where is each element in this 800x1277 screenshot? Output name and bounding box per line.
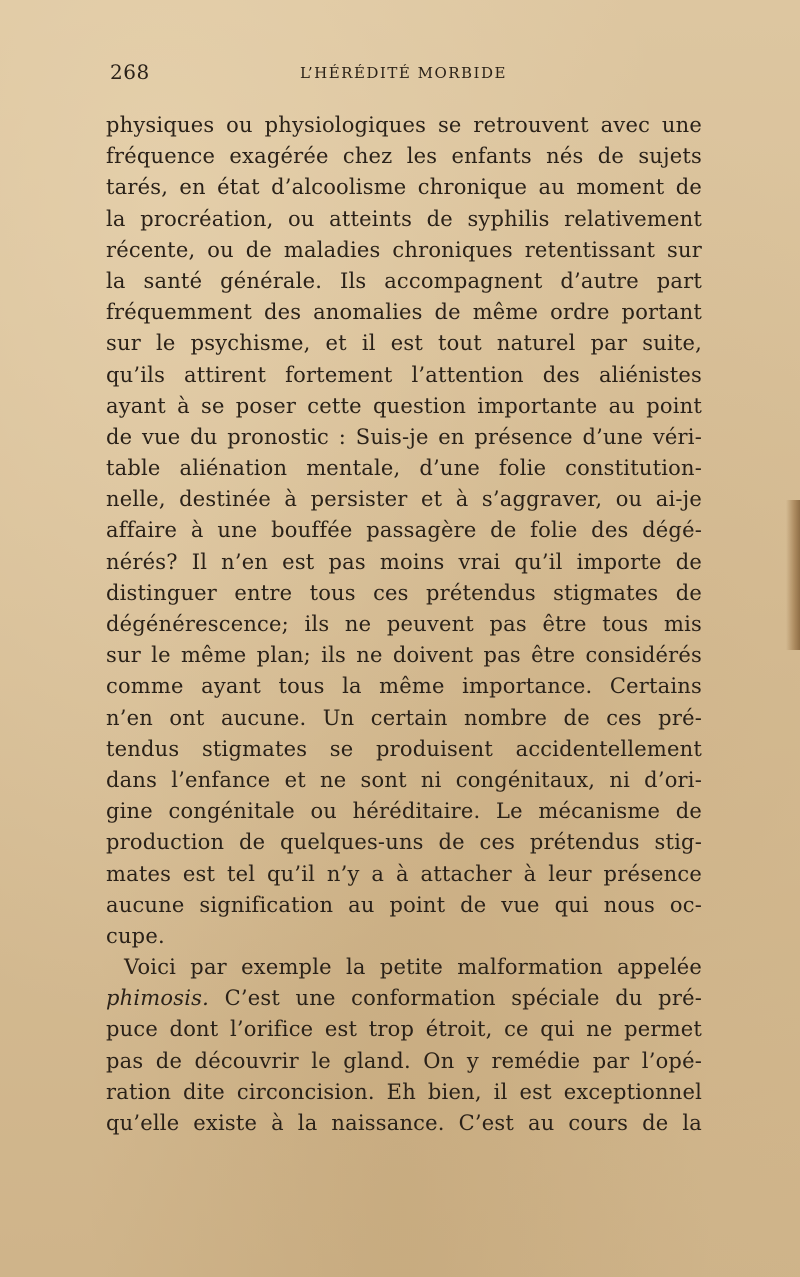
text-line: distinguer entre tous ces prétendus stigmates de [106,580,702,605]
italic-term: phimosis. [106,986,209,1011]
text-line: dans l’enfance et ne sont ni congénitaux, ni d’ori- [106,767,702,792]
text-line: qu’elle existe à la naissance. C’est au cours de la [106,1111,702,1135]
text-line: pas de découvrir le gland. On y remédie par l’opé- [106,1048,702,1073]
text-line: tarés, en état d’alcoolisme chronique au moment de [106,175,702,200]
text-line: de vue du pronostic : Suis-je en présence d’une véri- [106,424,702,449]
text-line: nérés? Il n’en est pas moins vrai qu’il importe de [106,549,702,574]
text-line: fréquence exagérée chez les enfants nés de sujets [106,144,702,169]
text-line: n’en ont aucune. Un certain nombre de ces pré- [106,705,702,730]
text-line: dégénérescence; ils ne peuvent pas être tous mis [106,612,702,636]
text-line [106,983,702,1014]
text-line: tendus stigmates se produisent accidentellement [106,736,702,761]
text-line: fréquemment des anomalies de même ordre portant [106,300,702,325]
text-line: gine congénitale ou héréditaire. Le mécanisme de [106,799,702,824]
text-line: sur le même plan; ils ne doivent pas être considérés [106,643,702,668]
text-line: production de quelques-uns de ces prétendus stig- [106,830,702,855]
text-line: ayant à se poser cette question importante au point [106,393,702,418]
text-line: la procréation, ou atteints de syphilis relativement [106,206,702,231]
text-line: nelle, destinée à persister et à s’aggraver, ou ai-je [106,487,702,512]
text-line: ration dite circoncision. Eh bien, il est exceptionnel [106,1079,702,1104]
paragraph-start-line: Voici par exemple la petite malformation appelée [124,955,702,980]
text-line: mates est tel qu’il n’y a à attacher à leur présence [106,861,702,886]
text-line: comme ayant tous la même importance. Certains [106,674,702,699]
text-line: physiques ou physiologiques se retrouvent avec une [106,113,702,137]
text-line: la santé générale. Ils accompagnent d’autre part [106,268,702,293]
page-header [110,60,700,90]
text-line: qu’ils attirent fortement l’attention des aliénistes [106,362,702,387]
text-fragment: C’est une conformation spéciale du pré- [209,986,702,1011]
text-line: affaire à une bouffée passagère de folie des dégé- [106,518,702,543]
text-line: sur le psychisme, et il est tout naturel par suite, [106,331,702,356]
running-head: L’HÉRÉDITÉ MORBIDE [300,64,507,82]
text-line: aucune signification au point de vue qui nous oc- [106,892,702,917]
body-text [106,110,702,1139]
text-line: récente, ou de maladies chroniques retentissant sur [106,237,702,262]
page-edge-stain [786,500,800,650]
page-number: 268 [110,60,150,84]
text-line: table aliénation mentale, d’une folie constitution- [106,456,702,481]
text-line: cupe. [106,923,165,948]
text-line: puce dont l’orifice est trop étroit, ce qui ne permet [106,1017,702,1042]
